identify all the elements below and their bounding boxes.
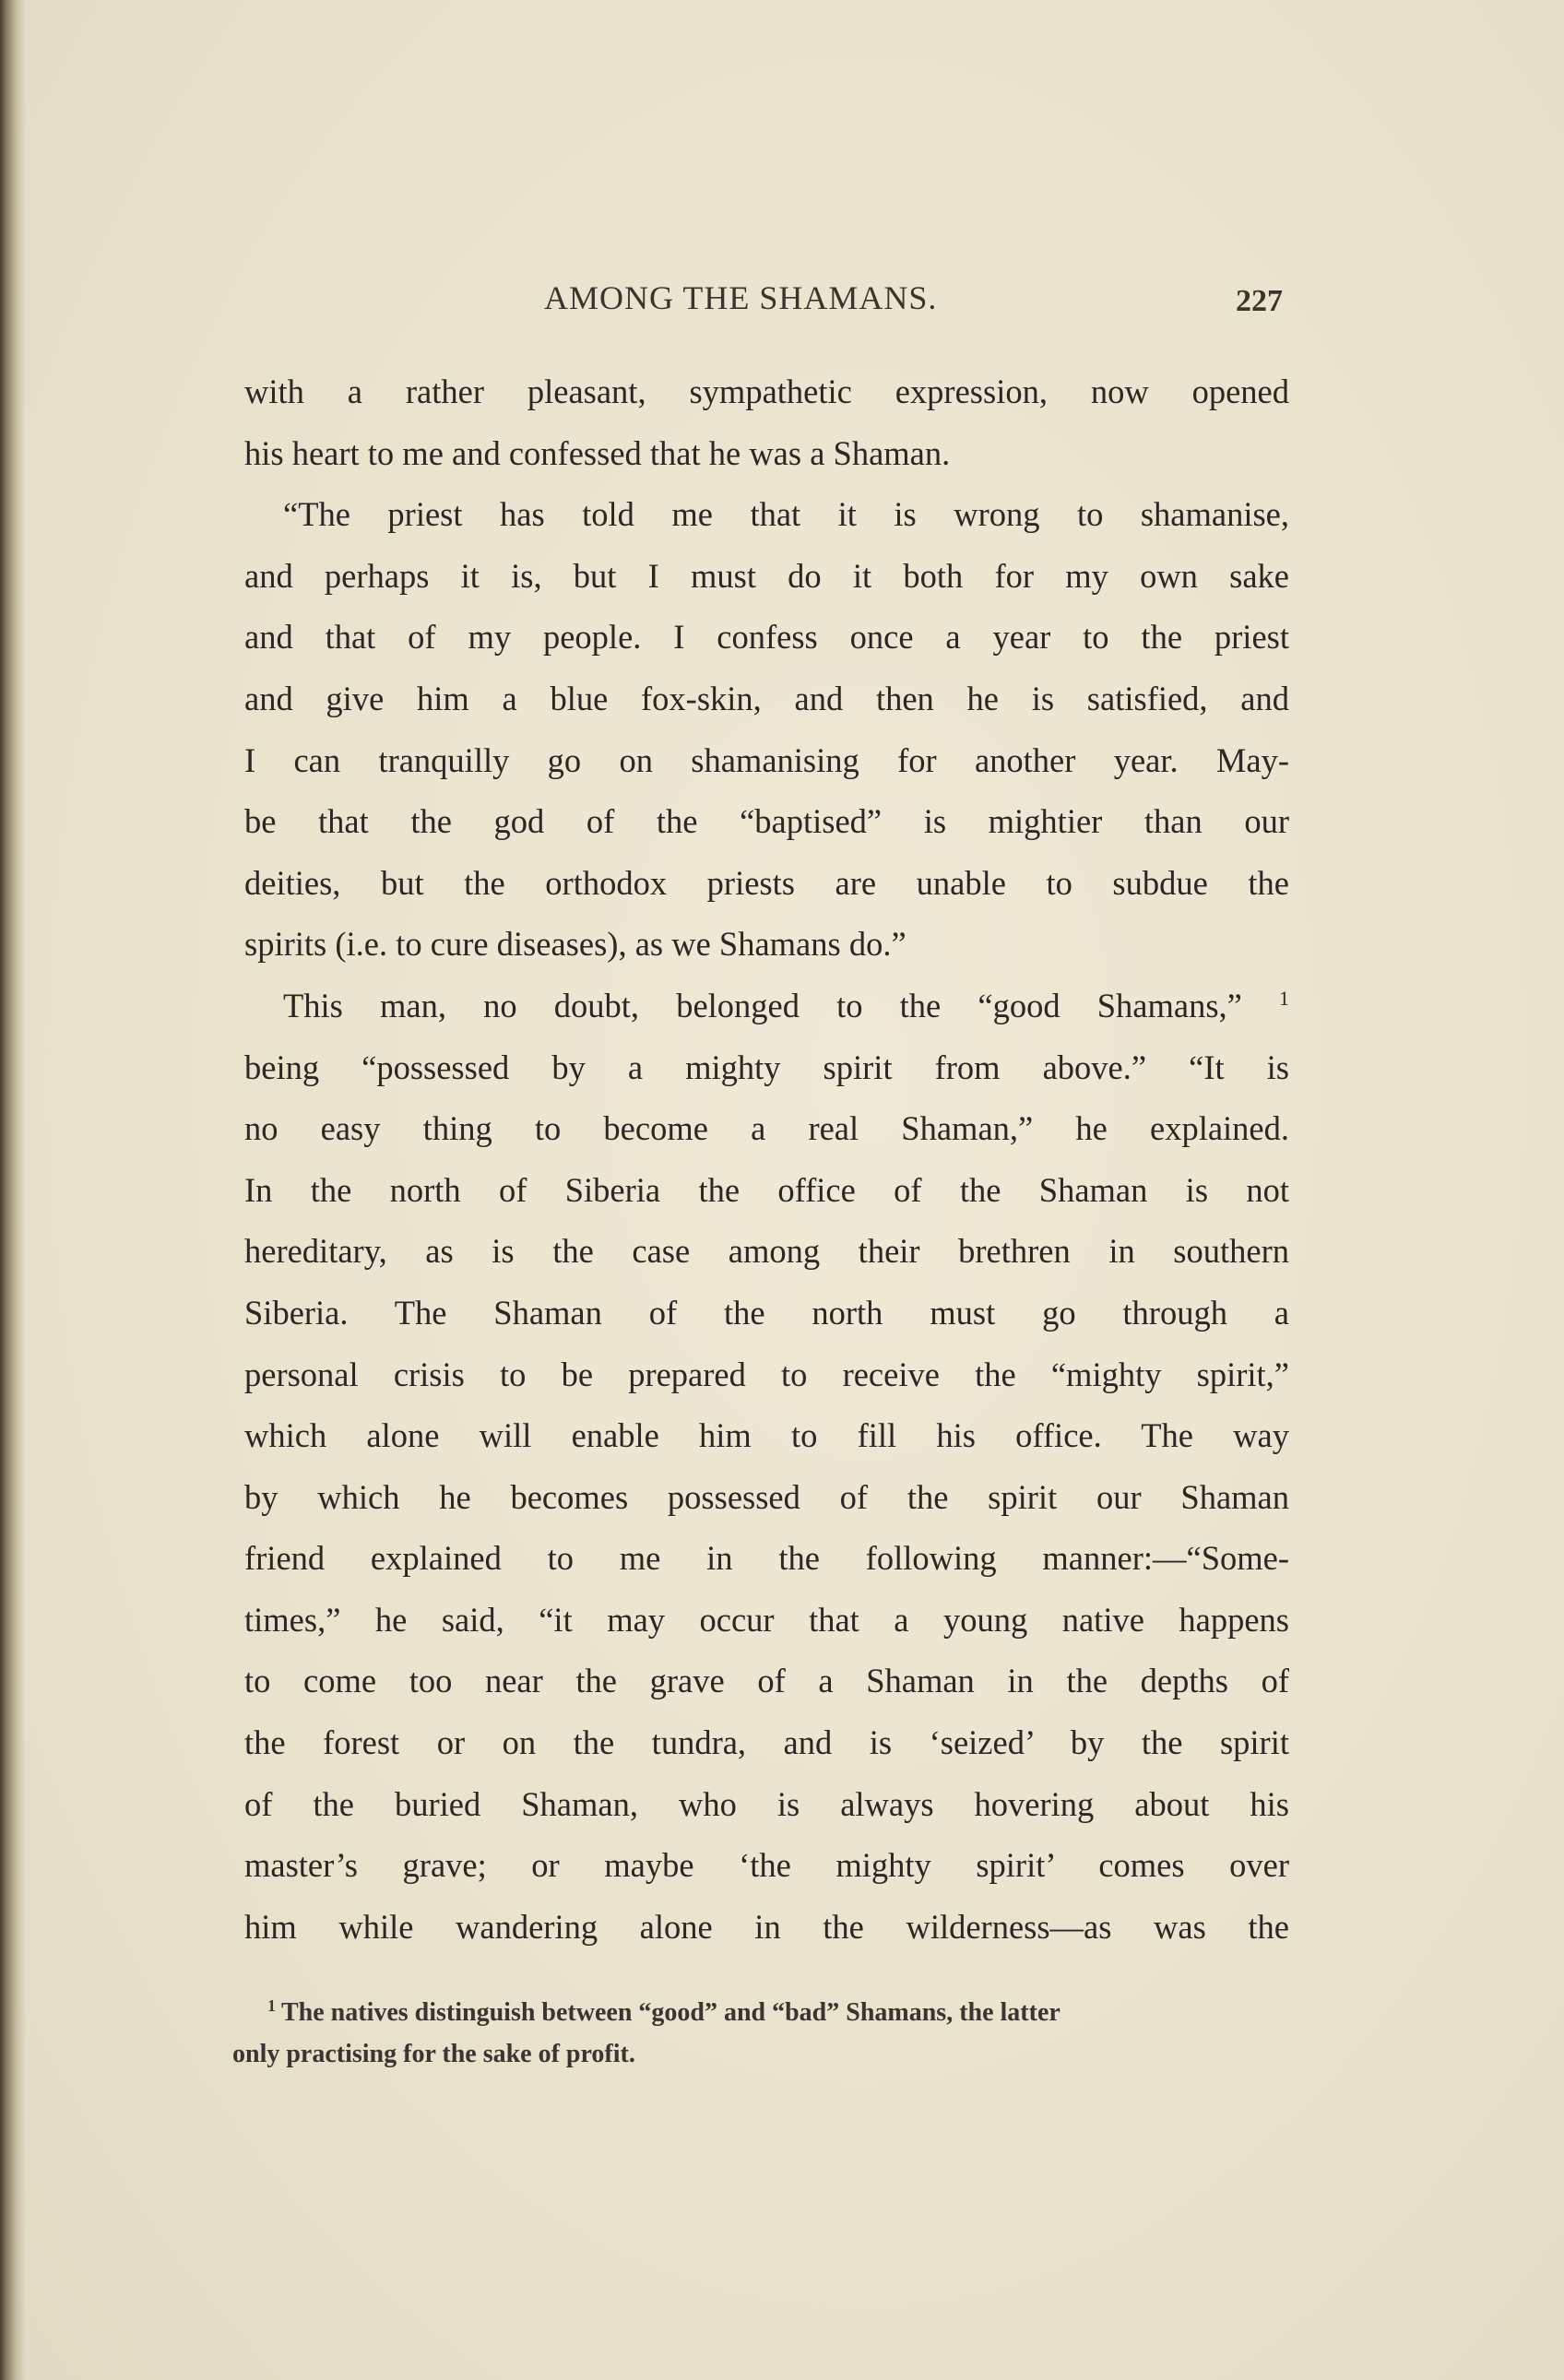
text-line: In the north of Siberia the office of the Shaman is not xyxy=(244,1170,1289,1209)
footnote xyxy=(232,1992,1274,2075)
text-line: hereditary, as is the case among their brethren in southern xyxy=(244,1232,1289,1271)
text-line: and that of my people. I confess once a year to the priest xyxy=(244,618,1289,657)
footnote-text: The natives distinguish between “good” and “bad” Shamans, the latter xyxy=(281,1998,1060,2027)
text-line: times,” he said, “it may occur that a young native happens xyxy=(244,1600,1289,1639)
footnote-line: only practising for the sake of profit. xyxy=(232,2040,635,2068)
body-text xyxy=(244,361,1289,1958)
text-line: of the buried Shaman, who is always hovering about his xyxy=(244,1784,1289,1823)
text-line: by which he becomes possessed of the spirit our Shaman xyxy=(244,1477,1289,1516)
text-line-with-footnote xyxy=(244,976,1289,1037)
text-line: being “possessed by a mighty spirit from above.” “It is xyxy=(244,1048,1289,1086)
text-line: and give him a blue fox-skin, and then he is satisfied, and xyxy=(244,679,1289,717)
page-number: 227 xyxy=(1236,284,1283,318)
text-line: him while wandering alone in the wilderness—as was the xyxy=(244,1907,1289,1946)
text-line: I can tranquilly go on shamanising for another year. May- xyxy=(244,740,1289,779)
running-title: AMONG THE SHAMANS. xyxy=(544,279,938,316)
text-line: Siberia. The Shaman of the north must go through a xyxy=(244,1293,1289,1332)
footnote-marker: 1 xyxy=(267,1995,276,2015)
text-line: deities, but the orthodox priests are unable to subdue the xyxy=(244,863,1289,902)
text-line: and perhaps it is, but I must do it both for my own sake xyxy=(244,556,1289,595)
text-line: no easy thing to become a real Shaman,” he explained. xyxy=(244,1109,1289,1148)
text-line: master’s grave; or maybe ‘the mighty spirit’ comes over xyxy=(244,1846,1289,1885)
text-line: with a rather pleasant, sympathetic expression, now opened xyxy=(244,373,1289,410)
footnote-line xyxy=(232,1992,1274,2033)
text-line-content: This man, no doubt, belonged to the “good Shamans,” xyxy=(283,986,1242,1024)
running-head xyxy=(0,278,1564,325)
text-line: friend explained to me in the following manner:—“Some- xyxy=(244,1539,1289,1578)
text-line: be that the god of the “baptised” is mightier than our xyxy=(244,802,1289,841)
text-line: “The priest has told me that it is wrong to shamanise, xyxy=(283,495,1289,534)
binding-gutter xyxy=(0,0,26,2380)
text-line: personal crisis to be prepared to receive the “mighty spirit,” xyxy=(244,1355,1289,1393)
text-line: his heart to me and confessed that he was a Shaman. xyxy=(244,433,951,472)
text-line: to come too near the grave of a Shaman in the depths of xyxy=(244,1662,1289,1700)
text-line: the forest or on the tundra, and is ‘seized’ by the spirit xyxy=(244,1723,1289,1762)
text-line: spirits (i.e. to cure diseases), as we Shamans do.” xyxy=(244,925,906,964)
footnote-reference: 1 xyxy=(1279,986,1289,1010)
text-line: which alone will enable him to fill his office. The way xyxy=(244,1416,1289,1455)
